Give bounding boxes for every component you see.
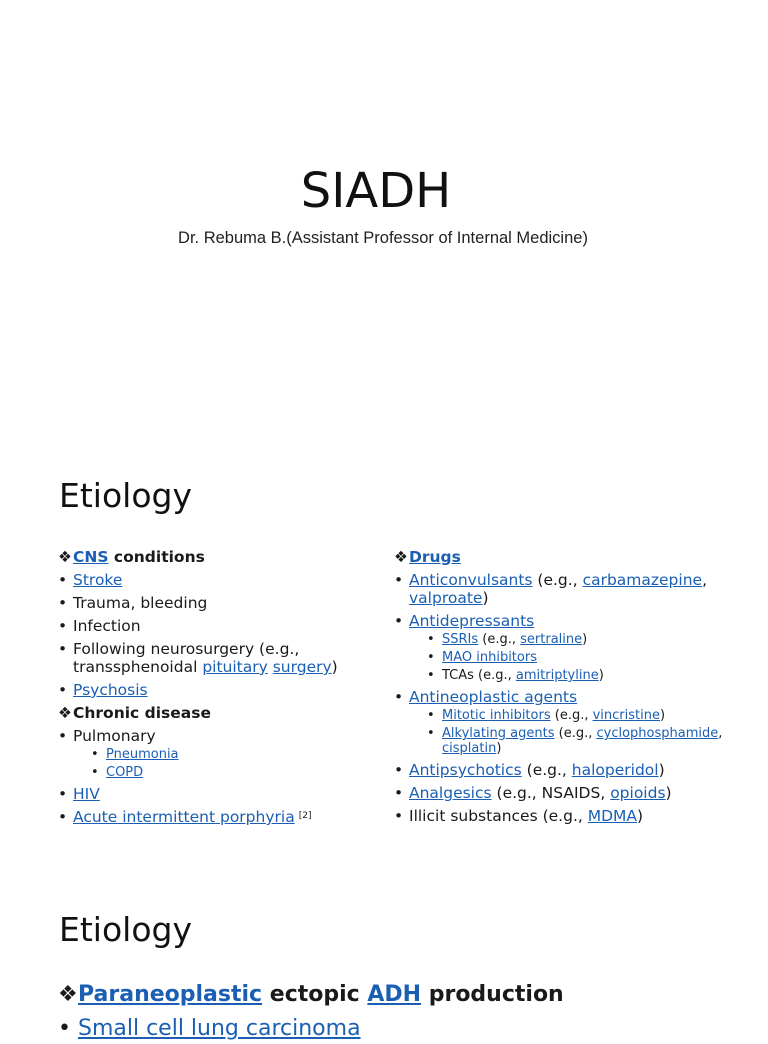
list-item <box>58 808 378 826</box>
diamond-bullet-icon: ❖ <box>58 548 72 566</box>
list-item: • Illicit substances (e.g., MDMA) <box>394 807 754 825</box>
etiology-slide-2 <box>0 900 768 1041</box>
antidepressants-sublist <box>427 632 754 683</box>
drugs-header <box>394 548 754 566</box>
antipsychotics-link[interactable]: Antipsychotics <box>409 761 522 779</box>
vincristine-link[interactable]: vincristine <box>592 708 660 723</box>
valproate-link[interactable]: valproate <box>409 589 483 607</box>
analgesics-link[interactable]: Analgesics <box>409 784 492 802</box>
pituitary-link[interactable]: pituitary <box>202 658 268 676</box>
sub-list-item: • Mitotic inhibitors (e.g., vincristine) <box>427 708 754 723</box>
alkylating-agents-link[interactable]: Alkylating agents <box>442 726 555 741</box>
list-item <box>58 1014 361 1044</box>
pulmonary-sublist <box>91 747 378 780</box>
author-subtitle: Dr. Rebuma B.(Assistant Professor of Internal Medicine) <box>178 229 588 247</box>
chronic-list <box>58 727 378 826</box>
hiv-link[interactable]: HIV <box>73 785 100 803</box>
list-item <box>58 571 378 589</box>
cisplatin-link[interactable]: cisplatin <box>442 741 497 756</box>
slide-heading: Etiology <box>59 910 192 949</box>
list-item <box>58 785 378 803</box>
mdma-link[interactable]: MDMA <box>587 807 638 825</box>
sub-list-item: • Alkylating agents (e.g., cyclophosphamide, cisplatin) <box>427 726 754 756</box>
cyclophosphamide-link[interactable]: cyclophosphamide <box>596 726 719 741</box>
anticonvulsants-link[interactable]: Anticonvulsants <box>409 571 533 589</box>
antidepressants-link[interactable]: Antidepressants <box>409 612 535 630</box>
antineoplastic-link[interactable]: Antineoplastic agents <box>409 688 578 706</box>
right-column <box>394 548 754 830</box>
bullet: • <box>58 1016 78 1041</box>
sub-list-item <box>91 747 378 762</box>
list-item <box>394 612 754 683</box>
opioids-link[interactable]: opioids <box>610 784 666 802</box>
sub-list-item <box>91 765 378 780</box>
mao-inhibitors-link[interactable]: MAO inhibitors <box>442 650 537 665</box>
paraneoplastic-link[interactable]: Paraneoplastic <box>78 982 263 1007</box>
antineoplastic-sublist <box>427 708 754 756</box>
list-item: • Infection <box>58 617 378 635</box>
haloperidol-link[interactable]: haloperidol <box>571 761 659 779</box>
left-column <box>58 548 378 831</box>
psychosis-link[interactable]: Psychosis <box>73 681 148 699</box>
etiology-slide-1 <box>0 470 768 850</box>
page-title: SIADH <box>300 163 452 219</box>
drugs-link[interactable]: Drugs <box>409 548 461 566</box>
small-cell-lung-carcinoma-link[interactable]: Small cell lung carcinoma <box>77 1016 361 1041</box>
sub-list-item: • SSRIs (e.g., sertraline) <box>427 632 754 647</box>
surgery-link[interactable]: surgery <box>272 658 332 676</box>
sub-list-item <box>427 650 754 665</box>
porphyria-link[interactable]: Acute intermittent porphyria <box>73 808 295 826</box>
cns-list <box>58 571 378 699</box>
carbamazepine-link[interactable]: carbamazepine <box>582 571 703 589</box>
list-item: • Pulmonary • Pneumonia • COPD <box>58 727 378 780</box>
diamond-bullet-icon: ❖ <box>58 704 72 722</box>
pneumonia-link[interactable]: Pneumonia <box>106 747 179 762</box>
list-item: • Antipsychotics (e.g., haloperidol) <box>394 761 754 779</box>
list-item: • Analgesics (e.g., NSAIDS, opioids) <box>394 784 754 802</box>
copd-link[interactable]: COPD <box>106 765 144 780</box>
drugs-list <box>394 571 754 825</box>
title-slide <box>0 0 768 430</box>
list-item: • Following neurosurgery (e.g., transsphenoidal pituitary surgery) <box>58 640 378 676</box>
paraneoplastic-header: ❖Paraneoplastic ectopic ADH production <box>58 980 564 1010</box>
list-item <box>394 688 754 756</box>
list-item: • Trauma, bleeding <box>58 594 378 612</box>
amitriptyline-link[interactable]: amitriptyline <box>515 668 599 683</box>
sertraline-link[interactable]: sertraline <box>520 632 583 647</box>
mitotic-inhibitors-link[interactable]: Mitotic inhibitors <box>442 708 551 723</box>
cns-header: ❖ CNS conditions <box>58 548 205 566</box>
slide-heading: Etiology <box>59 476 192 515</box>
diamond-bullet-icon: ❖ <box>394 548 408 566</box>
ssris-link[interactable]: SSRIs <box>442 632 479 647</box>
sub-list-item: • TCAs (e.g., amitriptyline) <box>427 668 754 683</box>
stroke-link[interactable]: Stroke <box>73 571 123 589</box>
cns-link[interactable]: CNS <box>73 548 109 566</box>
list-item: • Anticonvulsants (e.g., carbamazepine, valproate) <box>394 571 754 607</box>
chronic-disease-header: ❖ Chronic disease <box>58 704 211 722</box>
adh-link[interactable]: ADH <box>367 982 422 1007</box>
diamond-bullet-icon: ❖ <box>58 982 78 1007</box>
reference-marker[interactable]: [2] <box>298 811 312 821</box>
list-item <box>58 681 378 699</box>
